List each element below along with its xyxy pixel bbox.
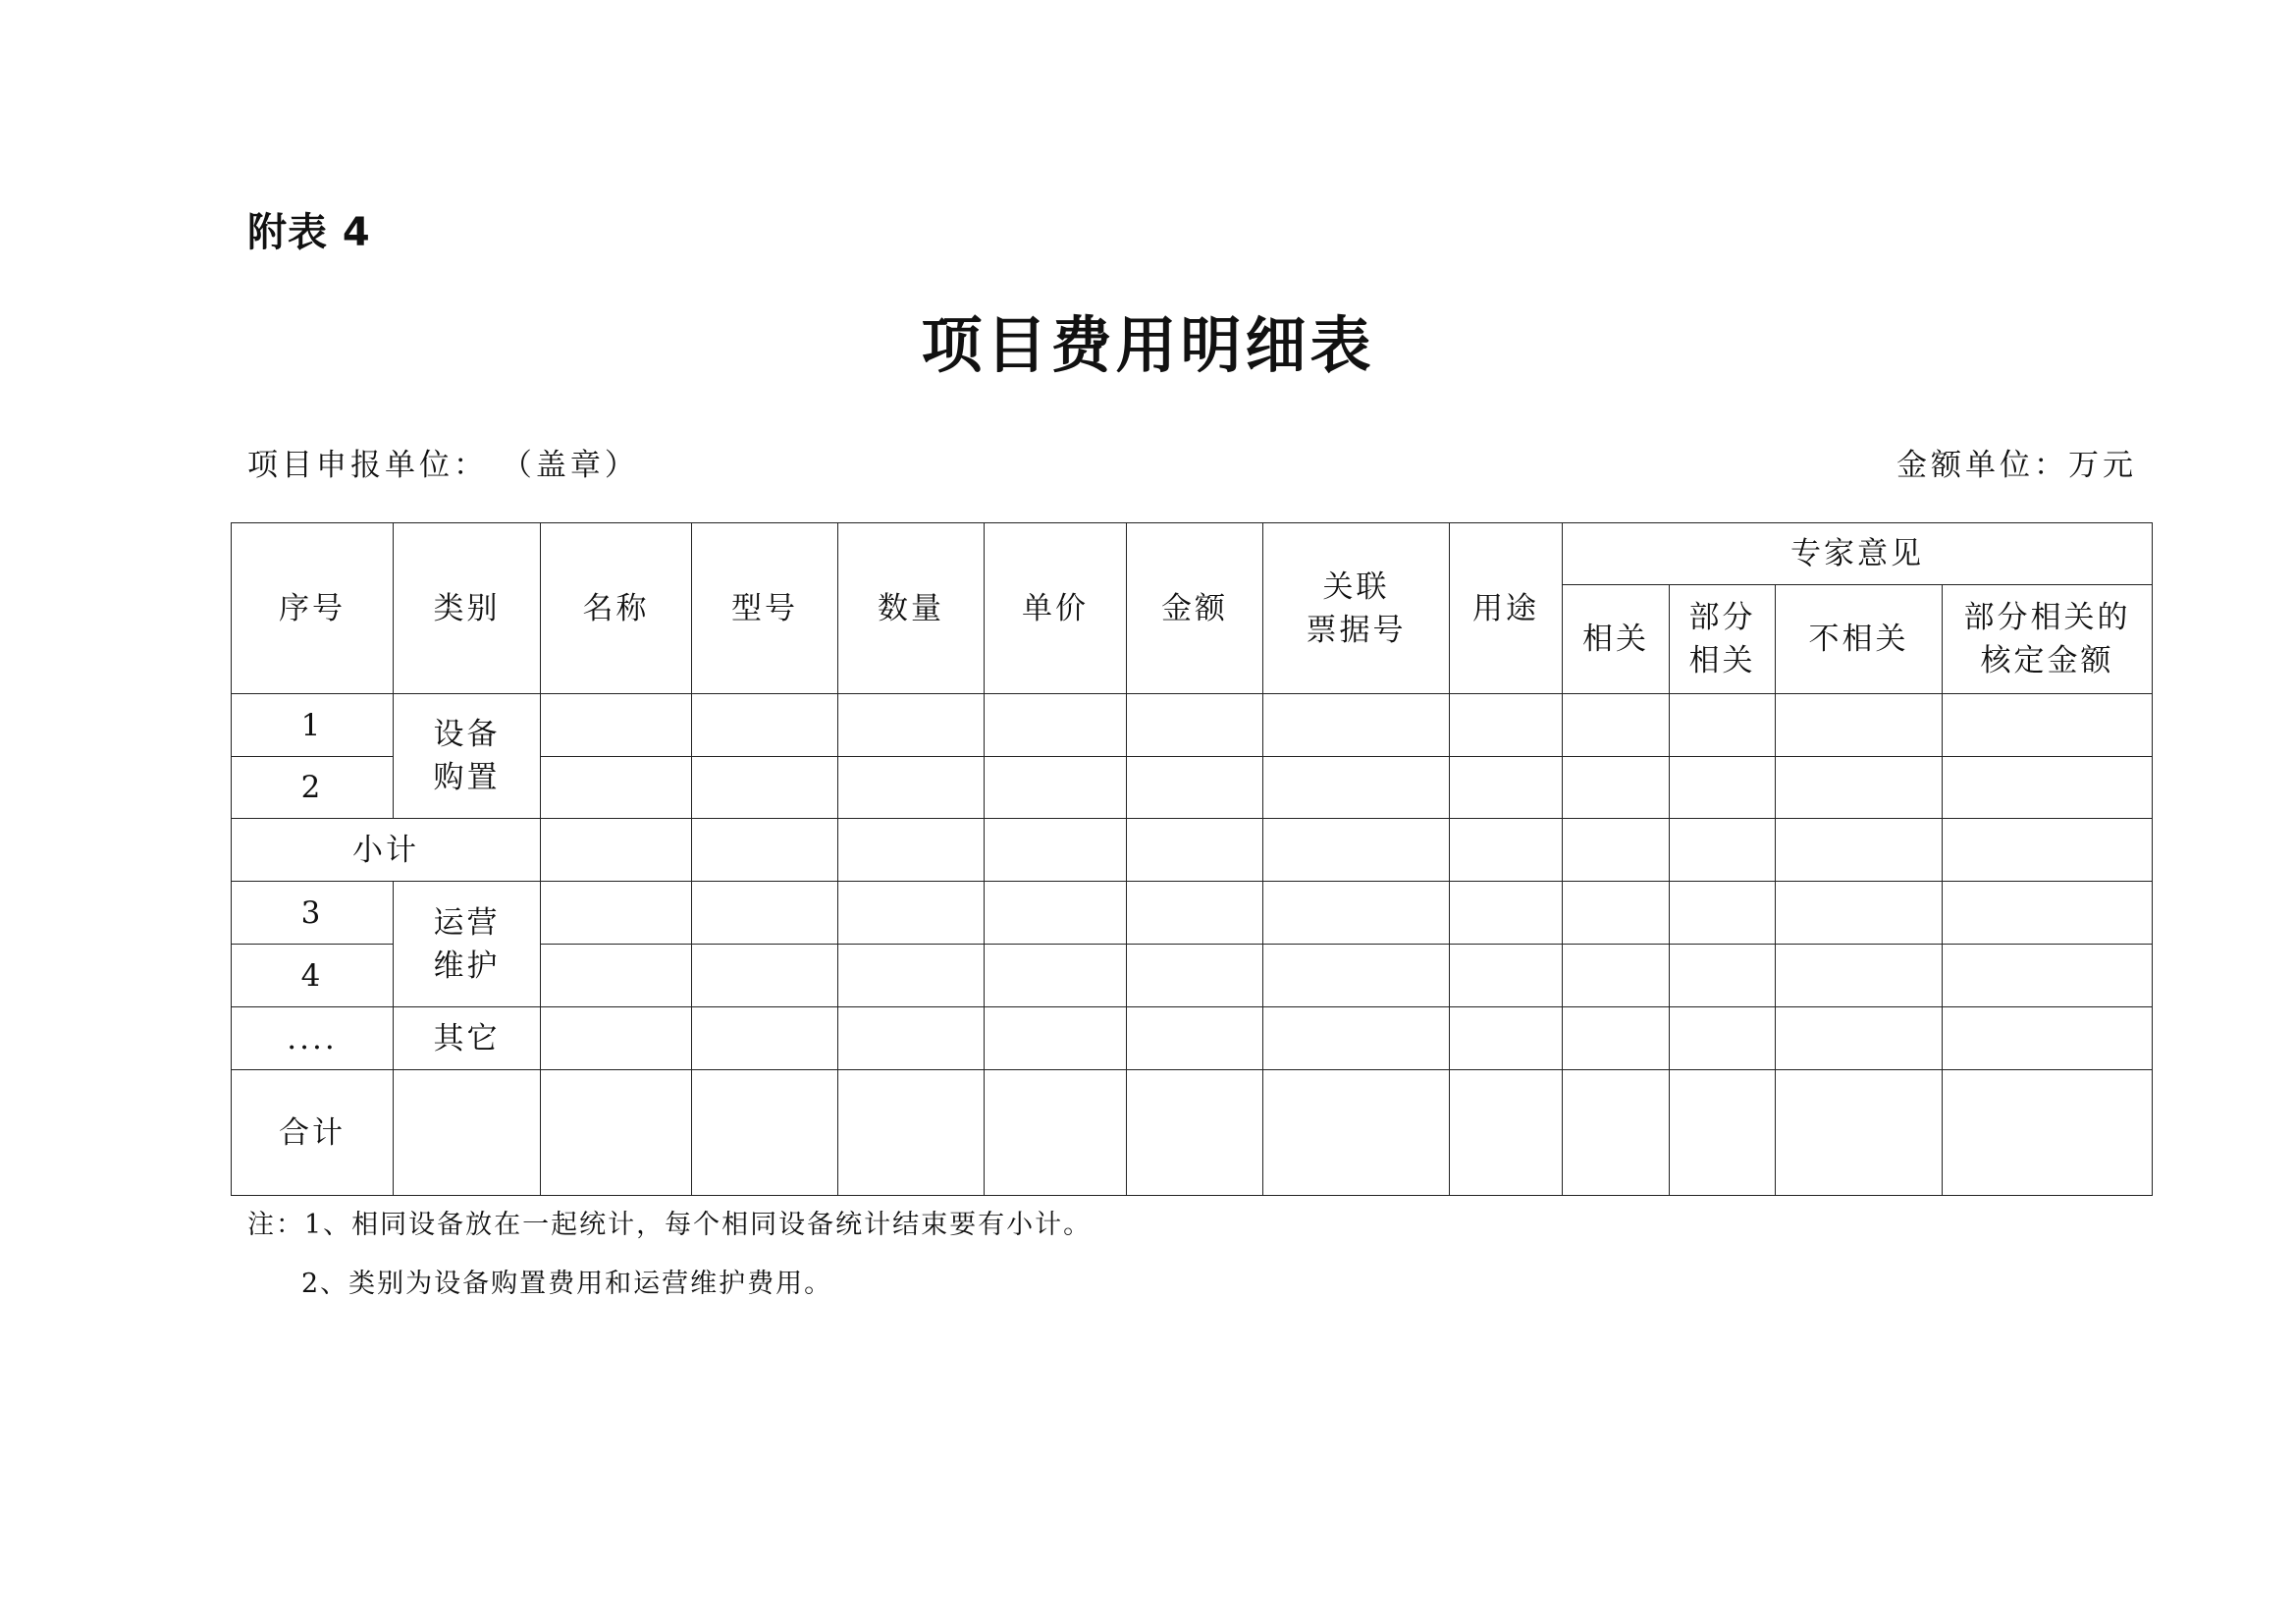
empty-cell — [1450, 1007, 1563, 1070]
table-row — [232, 694, 2153, 757]
empty-cell — [838, 945, 985, 1007]
empty-cell — [541, 1070, 692, 1196]
empty-cell — [1263, 819, 1450, 882]
empty-cell — [1670, 1007, 1776, 1070]
category-ops-line2: 维护 — [433, 947, 501, 984]
empty-cell — [1450, 819, 1563, 882]
header-unrelated: 不相关 — [1776, 585, 1943, 694]
header-name: 名称 — [541, 523, 692, 694]
header-category: 类别 — [394, 523, 541, 694]
empty-cell — [985, 882, 1127, 945]
empty-cell — [692, 1070, 838, 1196]
page-title: 项目费用明细表 — [921, 309, 1375, 381]
notes — [247, 1203, 1092, 1321]
empty-cell — [541, 882, 692, 945]
empty-cell — [1563, 1007, 1670, 1070]
empty-cell — [838, 694, 985, 757]
empty-cell — [1263, 694, 1450, 757]
header-approved-line1: 部分相关的 — [1963, 600, 2131, 635]
empty-cell — [838, 819, 985, 882]
header-related: 相关 — [1563, 585, 1670, 694]
empty-cell — [985, 1070, 1127, 1196]
empty-cell — [1943, 1007, 2153, 1070]
empty-cell — [1450, 1070, 1563, 1196]
empty-cell — [1127, 1070, 1263, 1196]
empty-cell — [838, 1007, 985, 1070]
empty-cell — [1263, 945, 1450, 1007]
empty-cell — [1263, 882, 1450, 945]
empty-cell — [985, 1007, 1127, 1070]
empty-cell — [541, 757, 692, 819]
header-row-1 — [232, 523, 2153, 585]
empty-cell — [1563, 1070, 1670, 1196]
header-purpose: 用途 — [1450, 523, 1563, 694]
empty-cell — [1776, 819, 1943, 882]
header-partial-line1: 部分 — [1688, 600, 1756, 635]
empty-cell — [838, 1070, 985, 1196]
category-ops — [394, 882, 541, 1007]
header-quantity: 数量 — [838, 523, 985, 694]
subtotal-label: 小计 — [232, 819, 541, 882]
empty-cell — [1127, 882, 1263, 945]
row-seq: .... — [232, 1007, 394, 1070]
empty-cell — [1563, 694, 1670, 757]
empty-cell — [541, 694, 692, 757]
row-seq: 1 — [232, 694, 394, 757]
header-amount: 金额 — [1127, 523, 1263, 694]
empty-cell — [1943, 757, 2153, 819]
empty-cell — [541, 945, 692, 1007]
header-approved-line2: 核定金额 — [1980, 643, 2114, 678]
empty-cell — [1776, 757, 1943, 819]
empty-cell — [1670, 882, 1776, 945]
total-label: 合计 — [232, 1070, 394, 1196]
header-invoice-line2: 票据号 — [1306, 612, 1407, 648]
empty-cell — [985, 757, 1127, 819]
empty-cell — [985, 819, 1127, 882]
category-equipment-line1: 设备 — [433, 717, 501, 752]
header-invoice-line1: 关联 — [1322, 568, 1390, 605]
empty-cell — [1263, 757, 1450, 819]
total-row — [232, 1070, 2153, 1196]
empty-cell — [1263, 1007, 1450, 1070]
empty-cell — [1670, 694, 1776, 757]
empty-cell — [541, 819, 692, 882]
empty-cell — [1943, 945, 2153, 1007]
empty-cell — [692, 945, 838, 1007]
fee-detail-table — [231, 522, 2153, 1196]
row-seq: 4 — [232, 945, 394, 1007]
empty-cell — [692, 882, 838, 945]
empty-cell — [1563, 882, 1670, 945]
empty-cell — [1450, 882, 1563, 945]
empty-cell — [692, 694, 838, 757]
empty-cell — [541, 1007, 692, 1070]
empty-cell — [1450, 757, 1563, 819]
empty-cell — [838, 757, 985, 819]
header-unit-price: 单价 — [985, 523, 1127, 694]
table-row — [232, 1007, 2153, 1070]
empty-cell — [985, 945, 1127, 1007]
header-model: 型号 — [692, 523, 838, 694]
empty-cell — [1776, 1070, 1943, 1196]
empty-cell — [1563, 945, 1670, 1007]
empty-cell — [1670, 819, 1776, 882]
empty-cell — [1776, 1007, 1943, 1070]
attachment-label: 附表 4 — [247, 210, 371, 255]
amount-unit-label: 金额单位：万元 — [1896, 448, 2137, 483]
empty-cell — [1127, 945, 1263, 1007]
empty-cell — [1776, 945, 1943, 1007]
empty-cell — [985, 694, 1127, 757]
empty-cell — [1776, 694, 1943, 757]
empty-cell — [1943, 694, 2153, 757]
empty-cell — [1263, 1070, 1450, 1196]
empty-cell — [692, 819, 838, 882]
header-expert-opinion: 专家意见 — [1563, 523, 2153, 585]
header-partially-related — [1670, 585, 1776, 694]
header-invoice-number — [1263, 523, 1450, 694]
empty-cell — [1670, 945, 1776, 1007]
empty-cell — [692, 1007, 838, 1070]
header-approved-amount — [1943, 585, 2153, 694]
header-seq: 序号 — [232, 523, 394, 694]
note-2: 2、类别为设备购置费用和运营维护费用。 — [301, 1269, 833, 1299]
header-partial-line2: 相关 — [1688, 643, 1756, 678]
empty-cell — [1943, 882, 2153, 945]
applicant-unit-label: 项目申报单位： （盖章） — [247, 448, 639, 483]
table-row — [232, 882, 2153, 945]
category-other: 其它 — [394, 1007, 541, 1070]
empty-cell — [1943, 1070, 2153, 1196]
row-seq: 3 — [232, 882, 394, 945]
note-1: 注：1、相同设备放在一起统计，每个相同设备统计结束要有小计。 — [247, 1210, 1093, 1240]
empty-cell — [838, 882, 985, 945]
category-ops-line1: 运营 — [433, 904, 501, 941]
empty-cell — [1563, 757, 1670, 819]
empty-cell — [1127, 1007, 1263, 1070]
empty-cell — [1127, 819, 1263, 882]
category-equipment-line2: 购置 — [433, 760, 501, 795]
empty-cell — [1670, 1070, 1776, 1196]
empty-cell — [692, 757, 838, 819]
empty-cell — [394, 1070, 541, 1196]
empty-cell — [1450, 945, 1563, 1007]
row-seq: 2 — [232, 757, 394, 819]
subtotal-row — [232, 819, 2153, 882]
empty-cell — [1670, 757, 1776, 819]
empty-cell — [1776, 882, 1943, 945]
empty-cell — [1127, 757, 1263, 819]
empty-cell — [1943, 819, 2153, 882]
empty-cell — [1127, 694, 1263, 757]
empty-cell — [1450, 694, 1563, 757]
empty-cell — [1563, 819, 1670, 882]
category-equipment — [394, 694, 541, 819]
